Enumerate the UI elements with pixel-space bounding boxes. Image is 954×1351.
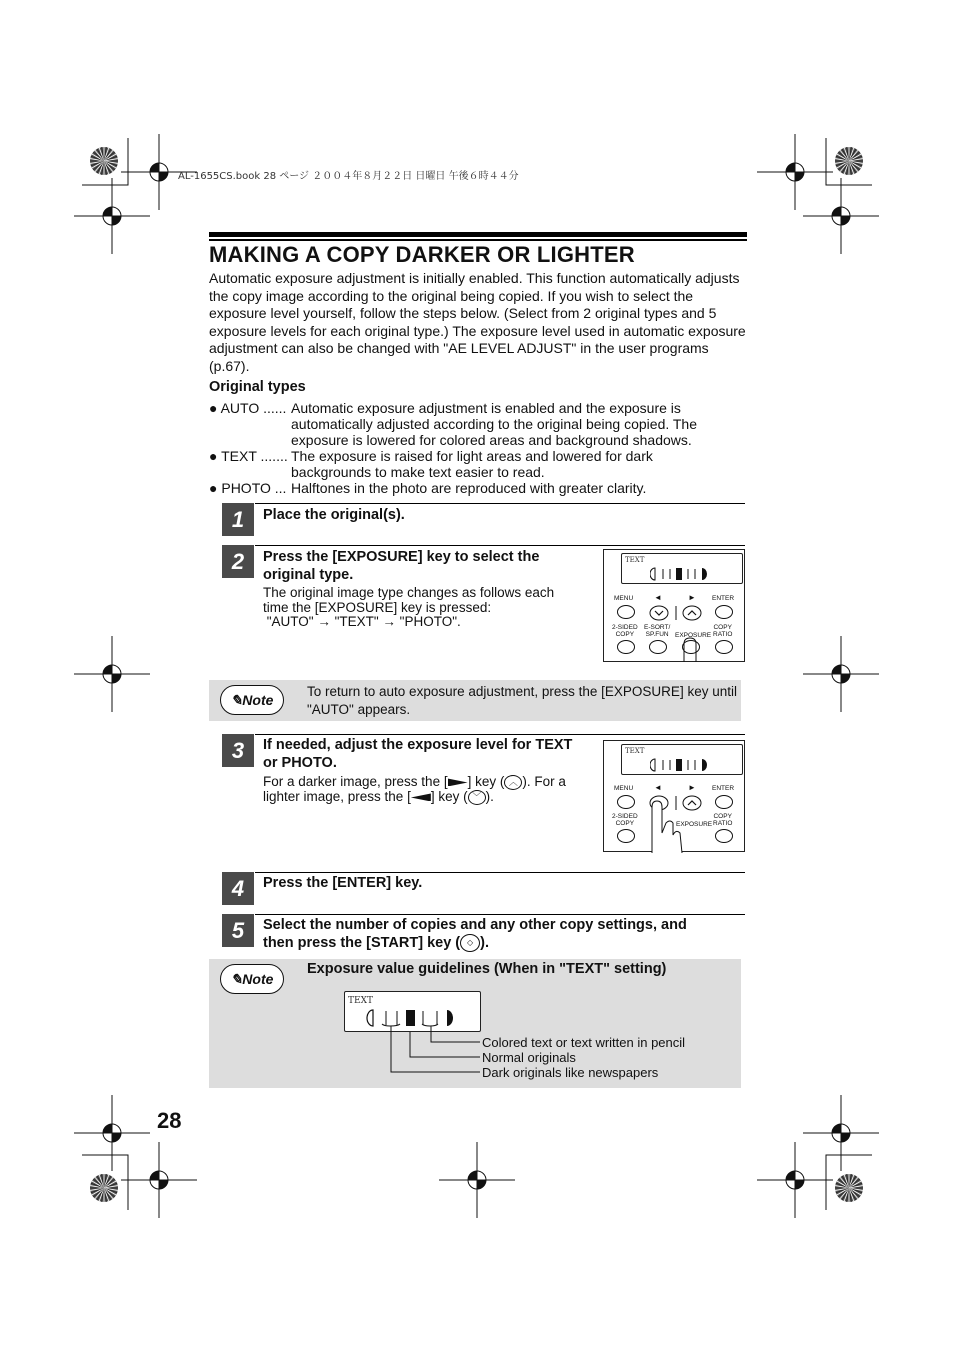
- esort-label: E-SORT/ SP.FUN: [644, 624, 671, 638]
- registration-crosshair-icon: [74, 1095, 150, 1171]
- note-badge-2: ✎ Note: [220, 964, 284, 994]
- auto-desc-3: exposure is lowered for colored areas and background shadows.: [291, 432, 692, 448]
- original-type-photo: ● PHOTO ...: [209, 480, 287, 496]
- exposure-scale-icon: [650, 756, 720, 774]
- auto-desc-2: automatically adjusted according to the original being copied. The: [291, 416, 697, 432]
- panel-lcd: [621, 744, 743, 775]
- registration-crosshair-icon: [757, 1142, 833, 1218]
- registration-crosshair-icon: [803, 178, 879, 254]
- step-1-rule: [255, 503, 745, 504]
- auto-desc-1: Automatic exposure adjustment is enabled and the exposure is: [291, 400, 681, 416]
- right-arrow-key-icon: [448, 778, 468, 786]
- guideline-label-normal: Normal originals: [482, 1050, 576, 1065]
- copy-ratio-label: COPY RATIO: [713, 624, 733, 638]
- book-header: AL-1655CS.book 28 ページ ２００４年８月２２日 日曜日 午後６時４４分: [178, 171, 519, 182]
- step-1-number: 1: [222, 503, 254, 536]
- two-sided-button: [617, 829, 635, 843]
- step-5-number: 5: [222, 914, 254, 947]
- step-3-title: If needed, adjust the exposure level for TEXT or PHOTO.: [263, 737, 573, 771]
- registration-crosshair-icon: [74, 636, 150, 712]
- step-5-rule: [255, 914, 745, 915]
- panel-lcd: [621, 553, 743, 584]
- pressing-finger-icon: [678, 636, 704, 662]
- step-5-title-2: then press the [START] key ( ◇ ).: [263, 935, 489, 951]
- original-type-text: ● TEXT .......: [209, 448, 288, 464]
- enter-button: [715, 795, 733, 809]
- registration-crosshair-icon: [803, 1095, 879, 1171]
- step-4-title: Press the [ENTER] key.: [263, 875, 423, 891]
- left-arrow-key-icon: [411, 793, 431, 801]
- pencil-icon: ✎: [230, 970, 243, 987]
- note-text: To return to auto exposure adjustment, press the [EXPOSURE] key until "AUTO" appears.: [307, 684, 737, 717]
- menu-label: MENU: [614, 785, 634, 792]
- title-rule-thick: [209, 232, 747, 237]
- left-arrow-label: ◄: [654, 783, 662, 792]
- exposure-scale-icon: [650, 565, 720, 583]
- menu-label: MENU: [614, 595, 634, 602]
- text-desc-1: The exposure is raised for light areas and lowered for dark: [291, 448, 653, 464]
- bullet-icon: ●: [209, 448, 222, 464]
- photo-desc-1: Halftones in the photo are reproduced with greater clarity.: [291, 480, 647, 496]
- registration-star-icon: [835, 147, 863, 175]
- step-3-body-2: lighter image, press the [ ] key ( ﹀ ).: [263, 789, 494, 804]
- text-desc-2: backgrounds to make text easier to read.: [291, 464, 545, 480]
- copy-ratio-button: [715, 829, 733, 843]
- step-2-title: Press the [EXPOSURE] key to select the original type.: [263, 549, 540, 583]
- bullet-icon: ●: [209, 480, 222, 496]
- left-arrow-label: ◄: [654, 593, 662, 602]
- arrow-keys-icon: [648, 603, 704, 623]
- guideline-label-light: Colored text or text written in pencil: [482, 1035, 686, 1050]
- guideline-label-dark: Dark originals like newspapers: [482, 1065, 659, 1080]
- step-2-body-1: The original image type changes as follows each: [263, 585, 555, 600]
- panel-lcd-label: TEXT: [625, 556, 645, 564]
- step-3-rule: [255, 734, 745, 735]
- guideline-leader-lines: [380, 1020, 480, 1076]
- intro-paragraph: Automatic exposure adjustment is initially enabled. This function automatically adjusts the copy image according to the original being copied. If you wish to select the exposure level yourself, follow the steps below. (Select from 2 original types and 5 exposure levels for each original type.) The exposure level used in automatic exposure adjustment can also be changed with "AE LEVEL ADJUST" in the user programs (p.67).: [209, 270, 746, 374]
- step-3-body-1: For a darker image, press the [ ] key ( ︿ ). For a: [263, 774, 566, 789]
- pencil-icon: ✎: [230, 691, 243, 708]
- two-sided-button: [617, 640, 635, 654]
- registration-star-icon: [835, 1174, 863, 1202]
- guideline-lcd-label: TEXT: [348, 996, 373, 1006]
- step-5-title-1: Select the number of copies and any other copy settings, and: [263, 917, 687, 933]
- step-2-body-2: time the [EXPOSURE] key is pressed:: [263, 600, 492, 615]
- enter-label: ENTER: [712, 785, 735, 792]
- enter-button: [715, 605, 733, 619]
- two-sided-label: 2-SIDED COPY: [612, 624, 638, 638]
- step-2-body-3: "AUTO" → "TEXT" → "PHOTO".: [263, 614, 461, 629]
- menu-button: [617, 605, 635, 619]
- enter-label: ENTER: [712, 595, 735, 602]
- exposure-label: EXPOSURE: [675, 632, 712, 639]
- page-title: MAKING A COPY DARKER OR LIGHTER: [209, 242, 635, 267]
- step-2-number: 2: [222, 545, 254, 578]
- original-type-auto: ● AUTO ......: [209, 400, 287, 416]
- start-key-icon: ◇: [460, 934, 480, 952]
- registration-crosshair-icon: [74, 178, 150, 254]
- panel-lcd-label: TEXT: [625, 747, 645, 755]
- step-1-title: Place the original(s).: [263, 507, 405, 523]
- note-2-heading: Exposure value guidelines (When in "TEXT" setting): [307, 961, 667, 977]
- step-4-number: 4: [222, 872, 254, 905]
- original-types-heading: Original types: [209, 379, 306, 395]
- step-2-rule: [255, 545, 745, 546]
- registration-crosshair-icon: [757, 134, 833, 210]
- registration-crosshair-icon: [121, 1142, 197, 1218]
- registration-crosshair-icon: [803, 636, 879, 712]
- registration-star-icon: [90, 1174, 118, 1202]
- exposure-label: EXPOSURE: [676, 821, 713, 828]
- menu-button: [617, 795, 635, 809]
- esort-button: [649, 640, 667, 654]
- note-badge: ✎ Note: [220, 685, 284, 715]
- operation-panel-illustration-2: [603, 740, 745, 852]
- copy-ratio-button: [715, 640, 733, 654]
- right-arrow-label: ►: [688, 593, 696, 602]
- step-3-number: 3: [222, 734, 254, 767]
- step-4-rule: [255, 872, 745, 873]
- page-number: 28: [157, 1108, 182, 1133]
- registration-crosshair-icon: [439, 1142, 515, 1218]
- bullet-icon: ●: [209, 400, 221, 416]
- down-arrow-key-icon: ﹀: [468, 790, 486, 805]
- operation-panel-illustration: [603, 549, 745, 662]
- title-rule-thin: [209, 239, 747, 241]
- right-arrow-label: ►: [688, 783, 696, 792]
- copy-ratio-label: COPY RATIO: [713, 813, 733, 827]
- registration-star-icon: [90, 147, 118, 175]
- hand-icon: [646, 793, 690, 853]
- up-arrow-key-icon: ︿: [504, 775, 522, 790]
- two-sided-label: 2-SIDED COPY: [612, 813, 638, 827]
